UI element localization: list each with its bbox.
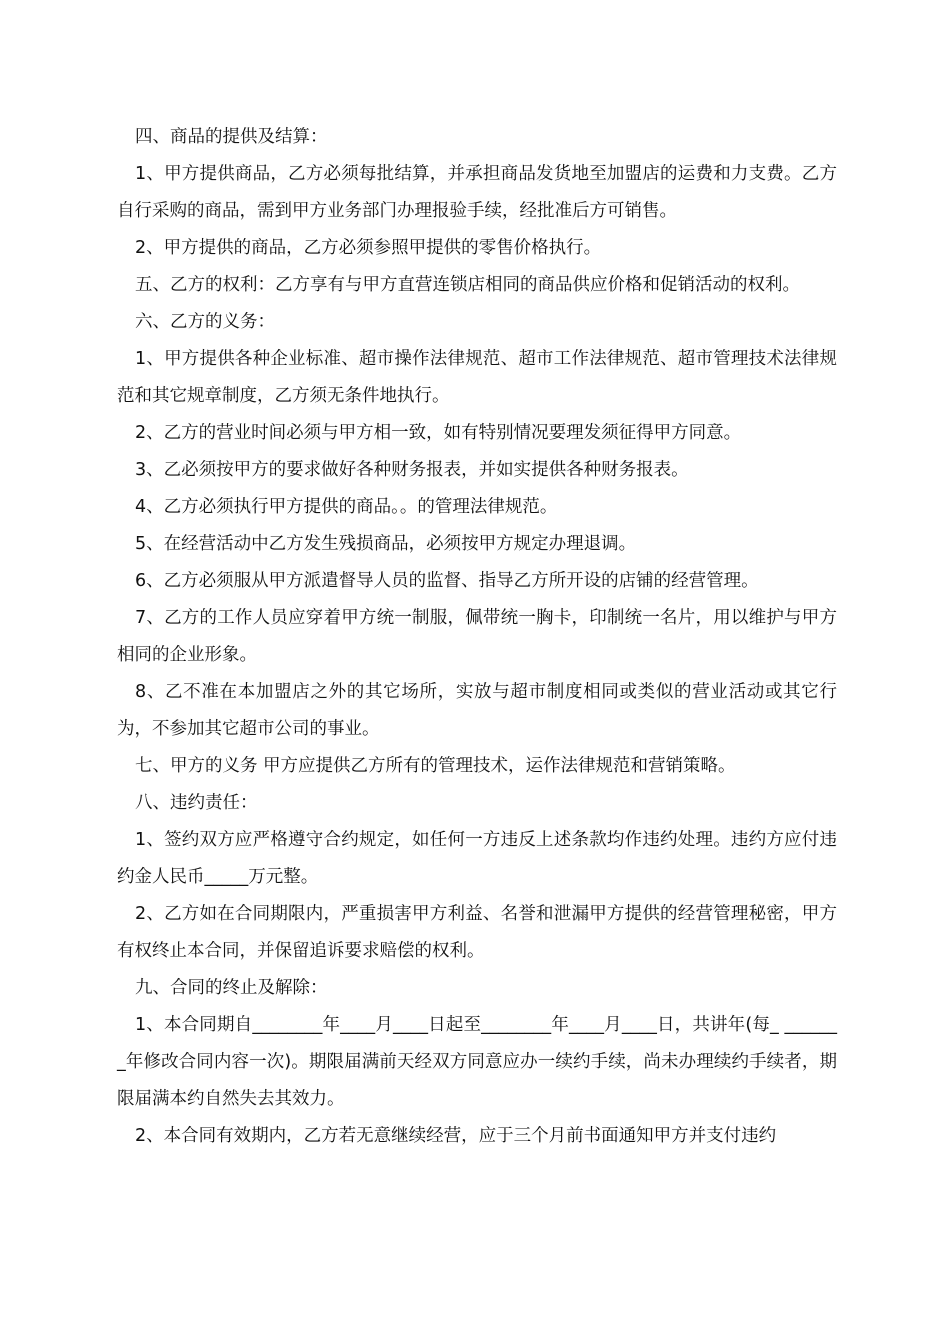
clause-8-2: 2、乙方如在合同期限内，严重损害甲方利益、名誉和泄漏甲方提供的经营管理秘密，甲方有权终止本合同，并保留追诉要求赔偿的权利。 xyxy=(117,904,837,961)
clause-4-2: 2、甲方提供的商品，乙方必须参照甲提供的零售价格执行。 xyxy=(135,238,602,258)
clause-6-8: 8、乙不准在本加盟店之外的其它场所，实放与超市制度相同或类似的营业活动或其它行为，不参加其它超市公司的事业。 xyxy=(117,682,837,739)
section-7-obligations: 七、甲方的义务 甲方应提供乙方所有的管理技术，运作法律规范和营销策略。 xyxy=(135,756,736,776)
clause-6-7: 7、乙方的工作人员应穿着甲方统一制服，佩带统一胸卡，印制统一名片，用以维护与甲方相同的企业形象。 xyxy=(117,608,837,665)
section-9-heading: 九、合同的终止及解除： xyxy=(135,978,328,998)
clause-4-1: 1、甲方提供商品，乙方必须每批结算，并承担商品发货地至加盟店的运费和力支费。乙方自行采购的商品，需到甲方业务部门办理报验手续，经批准后方可销售。 xyxy=(117,164,837,221)
clause-6-1: 1、甲方提供各种企业标准、超市操作法律规范、超市工作法律规范、超市管理技术法律规范和其它规章制度，乙方须无条件地执行。 xyxy=(117,349,837,406)
section-6-heading: 六、乙方的义务： xyxy=(135,312,275,332)
clause-6-2: 2、乙方的营业时间必须与甲方相一致，如有特别情况要理发须征得甲方同意。 xyxy=(135,423,742,443)
section-4-heading: 四、商品的提供及结算： xyxy=(135,127,328,147)
contract-body xyxy=(117,119,837,1155)
clause-6-5: 5、在经营活动中乙方发生残损商品，必须按甲方规定办理退调。 xyxy=(135,534,637,554)
clause-9-2: 2、本合同有效期内，乙方若无意继续经营，应于三个月前书面通知甲方并支付违约 xyxy=(135,1126,777,1146)
section-5-rights: 五、乙方的权利：乙方享有与甲方直营连锁店相同的商品供应价格和促销活动的权利。 xyxy=(135,275,800,295)
clause-6-4: 4、乙方必须执行甲方提供的商品。。的管理法律规范。 xyxy=(135,497,558,517)
clause-9-1: 1、本合同期自________年____月____日起至________年____月____日，共讲年(每_ _______年修改合同内容一次)。期限届满前天经双方同意应办一续约手续，尚未办理续约手续者，期限届满本约自然失去其效力。 xyxy=(117,1015,837,1109)
clause-6-6: 6、乙方必须服从甲方派遣督导人员的监督、指导乙方所开设的店铺的经营管理。 xyxy=(135,571,759,591)
section-8-heading: 八、违约责任： xyxy=(135,793,258,813)
clause-8-1: 1、签约双方应严格遵守合约规定，如任何一方违反上述条款均作违约处理。违约方应付违约金人民币_____万元整。 xyxy=(117,830,837,887)
clause-6-3: 3、乙必须按甲方的要求做好各种财务报表，并如实提供各种财务报表。 xyxy=(135,460,689,480)
